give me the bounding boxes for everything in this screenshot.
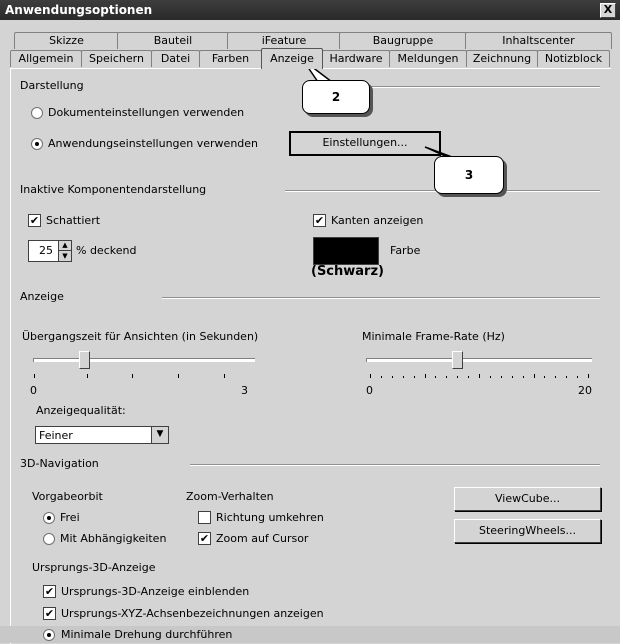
opacity-unit-label: % deckend	[76, 244, 137, 257]
transition-max: 3	[241, 384, 248, 397]
tab-hardware[interactable]: Hardware	[322, 50, 390, 67]
tab-allgemein[interactable]: Allgemein	[10, 50, 82, 67]
tab-speichern[interactable]: Speichern	[81, 50, 152, 67]
show-origin-label: Ursprungs-3D-Anzeige einblenden	[61, 585, 250, 598]
steeringwheels-button[interactable]: SteeringWheels...	[454, 519, 601, 543]
quality-label: Anzeigequalität:	[36, 404, 126, 417]
settings-button[interactable]: Einstellungen...	[289, 131, 441, 156]
tab-ifeature[interactable]: iFeature	[227, 32, 341, 49]
stepper-up-icon[interactable]: ▲	[58, 241, 71, 251]
chevron-down-icon[interactable]: ▼	[151, 427, 168, 443]
transition-label: Übergangszeit für Ansichten (in Sekunden)	[22, 330, 259, 343]
show-origin-checkbox[interactable]: ✔	[44, 585, 55, 598]
show-xyz-label: Ursprungs-XYZ-Achsenbezeichnungen anzeigen	[61, 607, 324, 620]
shaded-label: Schattiert	[46, 214, 101, 227]
zoom-cursor-label: Zoom auf Cursor	[216, 532, 309, 545]
edges-checkbox[interactable]: ✔	[314, 214, 325, 227]
inactive-heading: Inaktive Komponentendarstellung	[20, 183, 207, 196]
window-title: Anwendungsoptionen	[5, 3, 153, 17]
zoom-reverse-label: Richtung umkehren	[216, 511, 324, 524]
framerate-max: 20	[578, 384, 592, 397]
tab-meldungen[interactable]: Meldungen	[389, 50, 467, 67]
darstellung-heading: Darstellung	[20, 79, 84, 92]
color-label: Farbe	[390, 244, 421, 257]
color-name: (Schwarz)	[311, 264, 384, 279]
orbit-heading: Vorgabeorbit	[32, 490, 103, 503]
tab-notizblock[interactable]: Notizblock	[537, 50, 610, 67]
tab-bauteil[interactable]: Bauteil	[117, 32, 229, 49]
quality-value: Feiner	[39, 429, 73, 442]
framerate-min: 0	[366, 384, 373, 397]
radio-document-label: Dokumenteinstellungen verwenden	[48, 106, 245, 119]
tab-zeichnung[interactable]: Zeichnung	[466, 50, 538, 67]
callout-2: 2	[302, 80, 370, 114]
tab-baugruppe[interactable]: Baugruppe	[339, 32, 467, 49]
orbit-dependencies-label: Mit Abhängigkeiten	[60, 532, 167, 545]
min-rotation-label: Minimale Drehung durchführen	[61, 628, 233, 641]
orbit-free-label: Frei	[60, 511, 80, 524]
zoom-heading: Zoom-Verhalten	[186, 490, 274, 503]
tab-skizze[interactable]: Skizze	[14, 32, 119, 49]
stepper-down-icon[interactable]: ▼	[58, 251, 71, 261]
framerate-label: Minimale Frame-Rate (Hz)	[362, 330, 505, 343]
tab-anzeige[interactable]: Anzeige	[261, 48, 323, 69]
close-button[interactable]: X	[600, 3, 616, 18]
callout-3: 3	[434, 156, 504, 194]
opacity-value: 25	[39, 244, 53, 257]
origin-heading: Ursprungs-3D-Anzeige	[32, 561, 156, 574]
edges-label: Kanten anzeigen	[331, 214, 424, 227]
tab-datei[interactable]: Datei	[151, 50, 200, 67]
tab-farben[interactable]: Farben	[199, 50, 262, 67]
anzeige-heading: Anzeige	[20, 290, 64, 303]
nav3d-heading: 3D-Navigation	[20, 457, 99, 470]
shaded-checkbox[interactable]: ✔	[29, 214, 40, 227]
show-xyz-checkbox[interactable]: ✔	[44, 607, 55, 620]
transition-min: 0	[30, 384, 37, 397]
radio-application-label: Anwendungseinstellungen verwenden	[48, 137, 259, 150]
tab-inhaltscenter[interactable]: Inhaltscenter	[465, 32, 612, 49]
viewcube-button[interactable]: ViewCube...	[454, 487, 601, 511]
zoom-cursor-checkbox[interactable]: ✔	[199, 532, 210, 545]
